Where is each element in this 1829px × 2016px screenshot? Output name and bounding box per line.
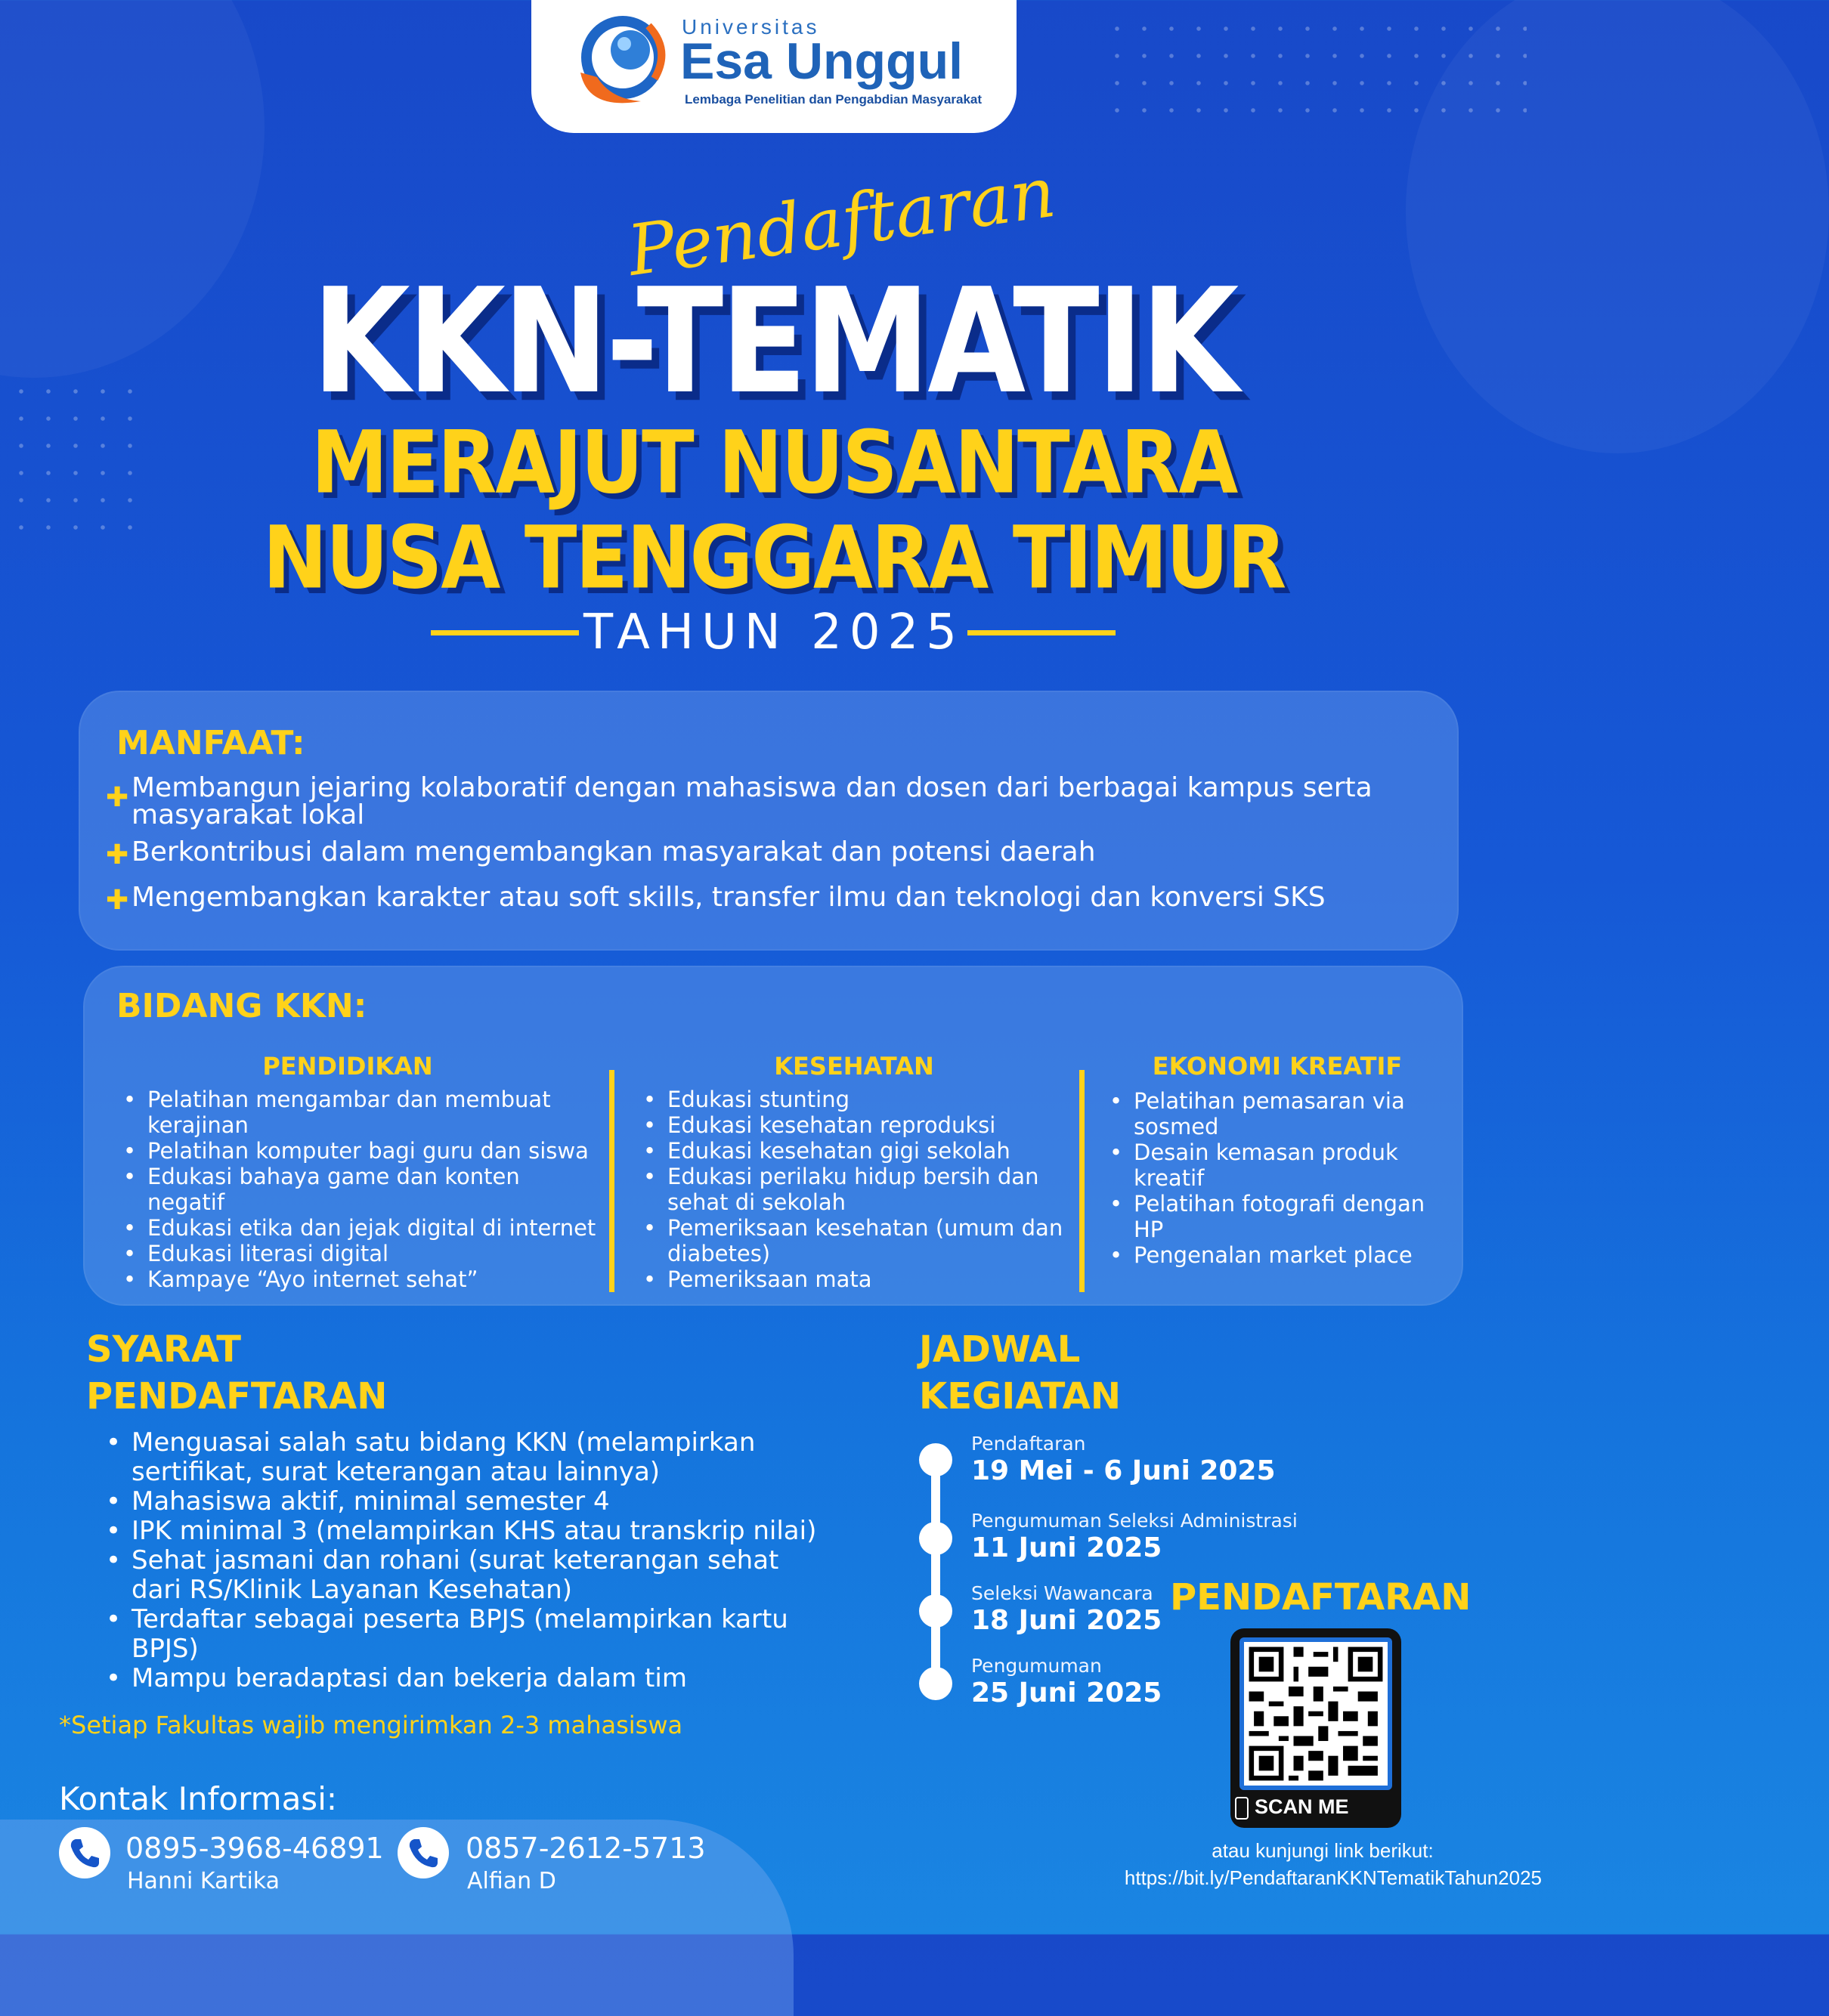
list-item: • Mampu beradaptasi dan bekerja dalam tim — [106, 1664, 831, 1693]
faculty-note: *Setiap Fakultas wajib mengirimkan 2-3 mahasiswa — [59, 1711, 683, 1739]
logo-unit: Lembaga Penelitian dan Pengabdian Masyarakat — [685, 92, 983, 107]
subtitle-line1: MERAJUT NUSANTARA — [311, 413, 1237, 514]
manfaat-item: Membangun jejaring kolaboratif dengan mahasiswa dan dosen dari berbagai kampus serta masyarakat lokal — [132, 772, 1373, 830]
bullet-plus-icon: ✚ — [106, 781, 129, 812]
event-label: Pengumuman Seleksi Administrasi — [971, 1510, 1298, 1532]
subtitle-line2: NUSA TENGGARA TIMUR — [262, 508, 1286, 609]
list-item: • Pelatihan mengambar dan membuat kerajinan — [119, 1087, 602, 1138]
column-divider — [609, 1070, 614, 1292]
scan-me-label: SCAN ME — [1255, 1795, 1349, 1818]
contact-phone[interactable]: 0895-3968-46891 — [125, 1832, 384, 1865]
list-item: • Mahasiswa aktif, minimal semester 4 — [106, 1487, 831, 1517]
pendidikan-list — [119, 1087, 602, 1292]
jadwal-title-line1: JADWAL — [919, 1328, 1081, 1371]
year-label: TAHUN 2025 — [583, 604, 964, 660]
list-item: • IPK minimal 3 (melampirkan KHS atau transkrip nilai) — [106, 1517, 831, 1546]
syarat-title-line1: SYARAT — [86, 1328, 242, 1371]
column-title-kesehatan: KESEHATAN — [774, 1052, 934, 1081]
timeline-dot — [919, 1667, 952, 1700]
list-item: • Pemeriksaan mata — [639, 1266, 1069, 1292]
phone-glyph — [59, 1827, 110, 1878]
list-item: • Edukasi bahaya game dan konten negatif — [119, 1164, 602, 1215]
list-item: • Edukasi stunting — [639, 1087, 1069, 1112]
dot-pattern-right — [1103, 15, 1527, 128]
list-item: • Edukasi perilaku hidup bersih dan sehat di sekolah — [639, 1164, 1069, 1215]
list-item: • Pemeriksaan kesehatan (umum dan diabetes) — [639, 1215, 1069, 1266]
list-item: • Edukasi kesehatan gigi sekolah — [639, 1138, 1069, 1164]
column-title-pendidikan: PENDIDIKAN — [262, 1052, 433, 1081]
event-date: 19 Mei - 6 Juni 2025 — [971, 1455, 1276, 1486]
column-divider — [1079, 1070, 1085, 1292]
university-logo-icon — [558, 5, 679, 118]
timeline-line — [931, 1451, 940, 1685]
list-item: • Kampaye “Ayo internet sehat” — [119, 1266, 602, 1292]
syarat-list — [106, 1428, 831, 1693]
bullet-plus-icon: ✚ — [106, 884, 129, 915]
list-item: • Pelatihan pemasaran via sosmed — [1105, 1088, 1460, 1139]
list-item: • Edukasi literasi digital — [119, 1241, 602, 1266]
bullet-plus-icon: ✚ — [106, 839, 129, 870]
event-date: 18 Juni 2025 — [971, 1605, 1162, 1636]
contact-name: Alfian D — [467, 1868, 556, 1894]
list-item: • Pelatihan fotografi dengan HP — [1105, 1191, 1460, 1242]
jadwal-title-line2: KEGIATAN — [919, 1375, 1121, 1418]
event-label: Seleksi Wawancara — [971, 1582, 1153, 1604]
script-title-text: Pendaftaran — [623, 151, 1060, 292]
event-date: 11 Juni 2025 — [971, 1532, 1162, 1563]
phone-icon[interactable] — [398, 1827, 449, 1878]
contact-name: Hanni Kartika — [127, 1868, 280, 1894]
timeline-dot — [919, 1594, 952, 1628]
manfaat-item: Mengembangkan karakter atau soft skills, transfer ilmu dan teknologi dan konversi SKS — [132, 882, 1326, 913]
timeline-dot — [919, 1443, 952, 1476]
logo-university-label: Universitas — [682, 15, 820, 39]
contact-title: Kontak Informasi: — [59, 1780, 338, 1817]
manfaat-title: MANFAAT: — [116, 724, 305, 762]
event-label: Pendaftaran — [971, 1433, 1086, 1455]
logo-name: Esa Unggul — [680, 32, 964, 90]
ekonomi-kreatif-list — [1105, 1088, 1460, 1268]
qr-pattern — [1244, 1642, 1388, 1786]
list-item: • Edukasi etika dan jejak digital di internet — [119, 1215, 602, 1241]
list-item: • Pelatihan komputer bagi guru dan siswa — [119, 1138, 602, 1164]
timeline-dot — [919, 1522, 952, 1555]
registration-title: PENDAFTARAN — [1170, 1576, 1472, 1619]
phone-icon[interactable] — [59, 1827, 110, 1878]
phone-scan-icon — [1235, 1797, 1249, 1820]
syarat-title-line2: PENDAFTARAN — [86, 1375, 388, 1418]
list-item: • Menguasai salah satu bidang KKN (melampirkan sertifikat, surat keterangan atau lainnya) — [106, 1428, 831, 1487]
kesehatan-list — [639, 1087, 1069, 1292]
bidang-title: BIDANG KKN: — [116, 987, 367, 1025]
qr-code-icon[interactable] — [1239, 1637, 1392, 1790]
registration-link[interactable]: https://bit.ly/PendaftaranKKNTematikTahun2025 — [1124, 1866, 1542, 1889]
list-item: • Desain kemasan produk kreatif — [1105, 1139, 1460, 1191]
link-intro: atau kunjungi link berikut: — [1212, 1839, 1434, 1862]
list-item: • Pengenalan market place — [1105, 1242, 1460, 1268]
manfaat-item: Berkontribusi dalam mengembangkan masyarakat dan potensi daerah — [132, 836, 1096, 867]
contact-phone[interactable]: 0857-2612-5713 — [466, 1832, 706, 1865]
phone-glyph — [398, 1827, 449, 1878]
list-item: • Edukasi kesehatan reproduksi — [639, 1112, 1069, 1138]
list-item: • Sehat jasmani dan rohani (surat keterangan sehat dari RS/Klinik Layanan Kesehatan) — [106, 1546, 831, 1605]
event-label: Pengumuman — [971, 1655, 1102, 1677]
event-date: 25 Juni 2025 — [971, 1677, 1162, 1708]
main-title: KKN-TEMATIK — [311, 257, 1236, 426]
column-title-ekonomi-kreatif: EKONOMI KREATIF — [1152, 1052, 1403, 1081]
list-item: • Terdaftar sebagai peserta BPJS (melampirkan kartu BPJS) — [106, 1605, 831, 1664]
